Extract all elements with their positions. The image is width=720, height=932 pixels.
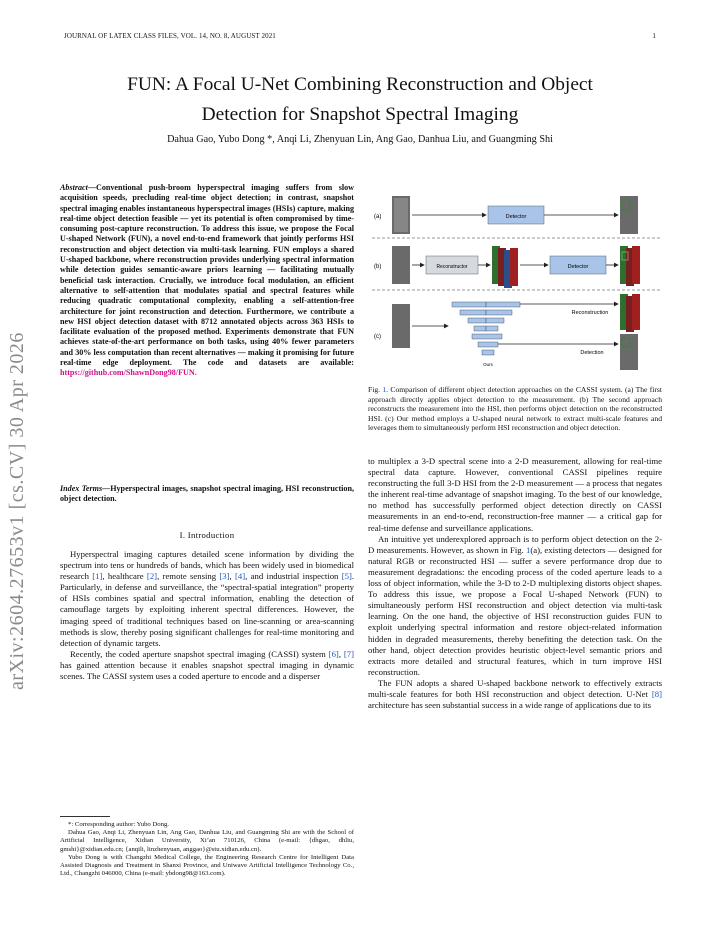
footnote-affiliation-1: Dahua Gao, Anqi Li, Zhenyuan Lin, Ang Gao, Danhua Liu, and Guangming Shi are with the School of Artificial Intelligence, Xidian University, Xi’an 710126, China (e-mail: {dhgao, dhliu, gmshi}@xidian.edu.cn; {anqili, linzhenyuan, anggao}@stu.xidian.edu.cn). xyxy=(60,829,354,853)
citation-link[interactable]: [4] xyxy=(235,571,246,582)
u-net-diagram xyxy=(452,302,520,355)
measurement-image-b xyxy=(392,246,410,284)
index-terms-text: —Hyperspectral images, snapshot spectral imaging, HSI reconstruction, object detection. xyxy=(60,484,354,504)
measurement-image-c xyxy=(392,304,410,348)
citation-link[interactable]: [2] xyxy=(146,571,158,582)
author-list: Dahua Gao, Yubo Dong *, Anqi Li, Zhenyuan Lin, Ang Gao, Danhua Liu, and Guangming Shi xyxy=(167,134,553,145)
running-header xyxy=(64,32,656,40)
citation-link[interactable]: [1] xyxy=(92,571,103,582)
detection-label: Detection xyxy=(580,350,604,356)
index-terms-label: Index Terms xyxy=(60,484,103,493)
citation-link[interactable]: [7] xyxy=(343,648,355,659)
footnote-divider xyxy=(60,816,110,817)
right-column-body xyxy=(368,456,662,711)
row-label-b: (b) xyxy=(374,264,382,270)
reconstruction-label: Reconstruction xyxy=(571,310,609,316)
intro-paragraph-2: Recently, the coded aperture snapshot spectral imaging (CASSI) system [6], [7] has gained attention because it enables snapshot spectral imaging in dynamic scenes. The CASSI system uses a coded aperture to encode and a disperser xyxy=(60,648,355,682)
citation-link[interactable]: [8] xyxy=(651,688,662,699)
right-paragraph-1: to multiplex a 3-D spectral scene into a 2-D measurement, allowing for real-time spectral data capture. However, conventional CASSI pipelines require reconstructing the full 3-D HSI from the 2-D measurement — a process that negates the inherent real-time advantage of snapshot imaging. To the best of our knowledge, no method has successfully performed object detection directly on CASSI measurements in an end-to-end, reconstruction-free manner — a critical gap for real-time defense and surveillance applications. xyxy=(368,456,662,533)
reconstructed-hsi-cube xyxy=(492,246,518,288)
abstract-label: Abstract xyxy=(60,183,88,192)
right-paragraph-2: An intuitive yet underexplored approach is to perform object detection on the 2-D measurements. However, as shown in Fig. 1(a), existing detectors — designed for natural RGB or reconstructed HSI — suffer a severe performance drop due to measurement degradations: the encoding process of the coded aperture leads to a loss of object information, while the 3-D to 2-D multiplexing distorts object shapes. To address this issue, we propose a Focal U-shaped Network (FUN) to simultaneously perform HSI reconstruction and object detection via multi-task learning. On the one hand, the objective of HSI reconstruction guides FUN to exploit underlying spectral information and restore object-related information hidden in degraded measurements, thereby benefiting the detection task. On the other hand, object detection provides heuristic object-level semantic priors and extracts more detailed and structural features, which in turn improve HSI reconstruction. xyxy=(368,533,662,677)
measurement-image-a xyxy=(392,196,410,234)
index-terms xyxy=(60,484,354,505)
page-number: 1 xyxy=(652,32,656,40)
output-hsi-c xyxy=(620,294,640,332)
title-line-1: FUN: A Focal U-Net Combining Reconstruction and Object xyxy=(127,74,593,95)
abstract-text: —Conventional push-broom hyperspectral imaging suffers from slow acquisition speeds, precluding real-time object detection; in contrast, snapshot spectral imaging enables instantaneous hyperspectral images (HSIs) capture, making real-time object detection feasible — yet its potential is often compromised by time-consuming post-capture reconstruction. To address this issue, we propose the Focal U-shaped Network (FUN), a novel end-to-end framework that jointly performs HSI reconstruction and object detection via multi-task learning. FUN employs a shared U-shaped backbone, where reconstruction provides underlying spectral information while detection guides semantic-aware priors learning — facilitating mutually beneficial task interaction. Crucially, we introduce focal modulation, an efficient alternative to self-attention that modulates spatial and spectral features while reducing quadratic computational complexity, enabling a self-attention-free architecture for joint reconstruction and detection. Furthermore, we contribute a new HSI object detection dataset with 8712 annotated objects across 363 HSIs to facilitate evaluation of the proposed method. Experiments demonstrate that FUN achieves state-of-the-art performance on both tasks, using 40% fewer parameters and 30% less computation than recent alternatives — making it promising for future real-time edge deployment. The code and datasets are available: xyxy=(60,183,354,368)
reconstructor-box xyxy=(426,256,478,274)
ours-label: Ours xyxy=(483,362,493,367)
intro-paragraph-1: Hyperspectral imaging captures detailed scene information by dividing the spectrum into tens or hundreds of bands, which has been widely used in biomedical research [1], healthcare [2], remote sensing [3], [4], and industrial inspection [5]. Particularly, in defense and surveillance, the “spectral-spatial integration” property of HSIs combines spatial and spectral information, enabling the detection of camouflage targets by exploiting inherent spectral differences. However, the imaging speed of traditional techniques based on line-scanning or area-scanning methods is slow, thereby posing significant challenges for real-time monitoring and detection of dynamic targets. xyxy=(60,549,355,648)
output-hsi-b xyxy=(620,246,640,286)
row-label-c: (c) xyxy=(374,334,381,340)
detector-box-b xyxy=(550,256,606,274)
figure-ref[interactable]: 1 xyxy=(382,385,387,394)
code-link[interactable]: https://github.com/ShawnDong98/FUN. xyxy=(60,368,197,378)
abstract xyxy=(60,183,354,379)
citation-link[interactable]: [3] xyxy=(219,571,230,582)
footnote-corresponding: *: Corresponding author: Yubo Dong. xyxy=(68,821,169,828)
figure-1 xyxy=(368,186,664,378)
citation-link[interactable]: [5] xyxy=(341,571,352,582)
figure-ref[interactable]: 1 xyxy=(526,544,531,555)
svg-text:Reconstructor: Reconstructor xyxy=(436,264,468,270)
row-label-a: (a) xyxy=(374,214,382,220)
introduction-body xyxy=(60,549,354,682)
section-heading-introduction: I. Introduction xyxy=(179,530,235,540)
footnotes xyxy=(60,821,354,878)
output-detection-c xyxy=(620,334,638,370)
citation-link[interactable]: [6] xyxy=(328,648,339,659)
figure-1-caption: Fig. 1. Comparison of different object detection approaches on the CASSI system. (a) The first approach directly applies object detection to the measurement. (b) The second approach reconstructs the measurement into the HSI, then performs object detection on the reconstructed HSI. (c) Our method employs a U-shaped neural network to extract multi-scale features and leverages them to simultaneously perform HSI reconstruction and object detection. xyxy=(368,385,662,432)
output-image-a xyxy=(620,196,638,234)
right-paragraph-3: The FUN adopts a shared U-shaped backbone network to effectively extracts multi-scale features for both HSI reconstruction and object detection. U-Net [8] architecture has seen substantial success in a wide range of applications due to its xyxy=(368,677,662,711)
footnote-affiliation-2: Yubo Dong is with Changzhi Medical College, the Engineering Research Centre for Intelligent Data Assisted Diagnosis and Treatment in Shanxi Province, and Uniwave Artificial Intelligence Technology Co., Ltd., Changzhi 046000, China (e-mail: ybdong98@163.com). xyxy=(60,853,354,878)
title-line-2: Detection for Snapshot Spectral Imaging xyxy=(201,104,519,125)
svg-text:Detector: Detector xyxy=(567,264,589,270)
paper-title xyxy=(60,70,660,130)
journal-name: JOURNAL OF LATEX CLASS FILES, VOL. 14, NO. 8, AUGUST 2021 xyxy=(64,32,276,40)
detector-box-a xyxy=(488,206,544,224)
svg-text:Detector: Detector xyxy=(505,214,527,220)
arxiv-sidebar: arXiv:2604.27653v1 [cs.CV] 30 Apr 2026 xyxy=(6,332,28,690)
